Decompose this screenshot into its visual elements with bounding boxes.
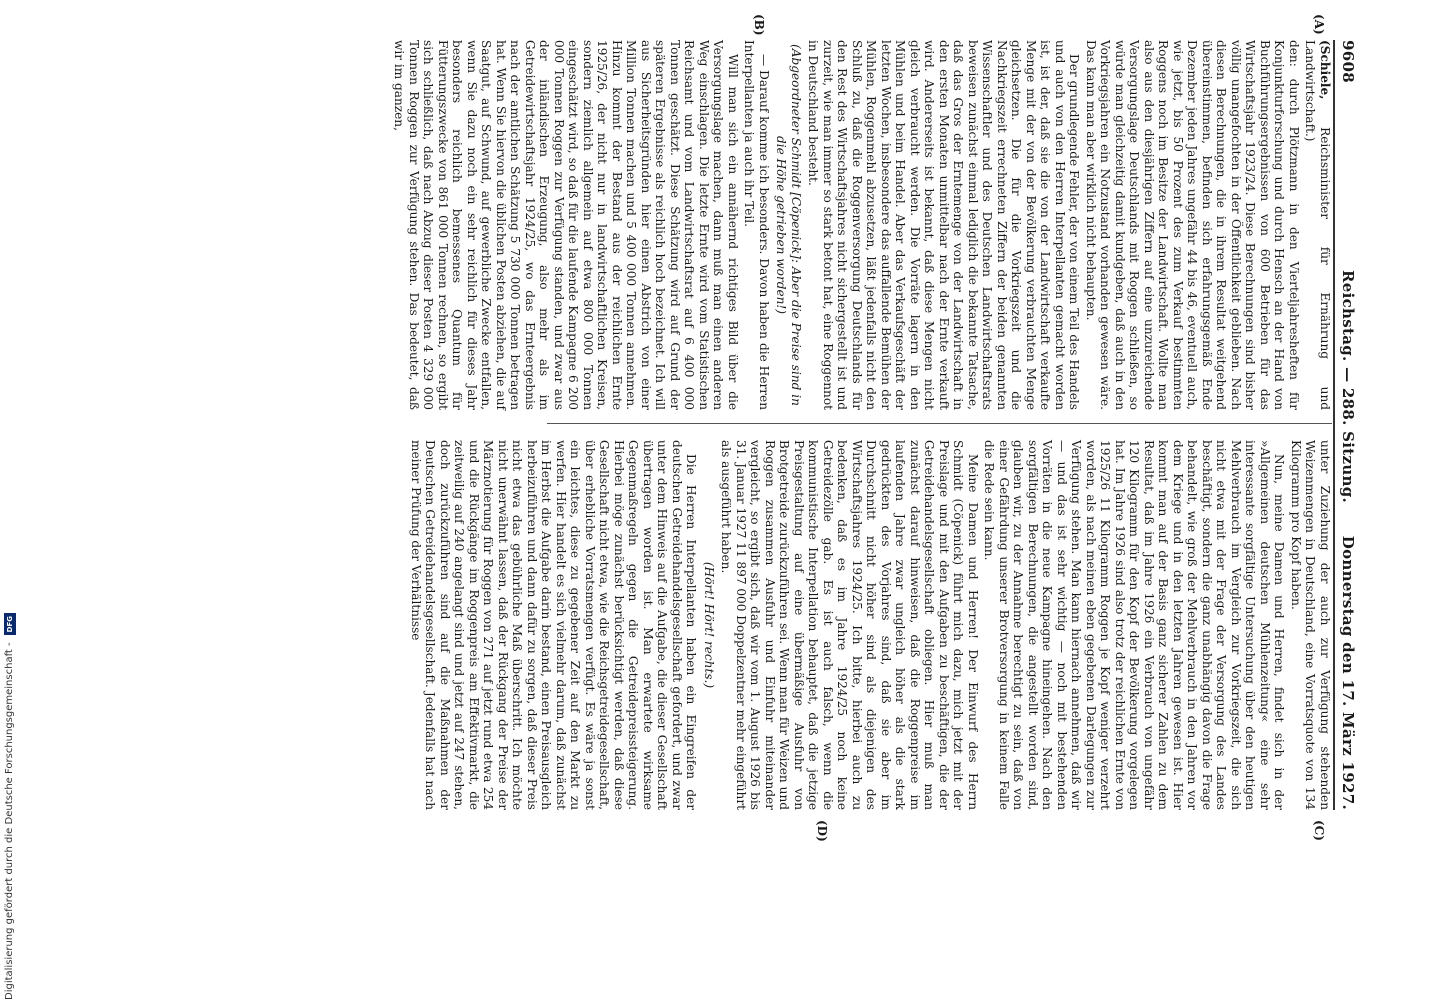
footer-credit <box>0 0 20 1000</box>
speaker-name: (Schiele, <box>1318 40 1332 100</box>
interjection: (Hört! Hört! rechts.) <box>702 561 716 689</box>
margin-mark-d: (D) <box>815 820 829 842</box>
session-title: Reichstag. — 288. Sitzung. <box>1339 270 1357 504</box>
paragraph: — Darauf komme ich besonders. Davon haben die Herren Interpellanten ja auch ihr Teil. <box>742 40 771 410</box>
right-text-column <box>409 440 1332 810</box>
session-date: Donnerstag den 17. März 1927. <box>1339 535 1357 810</box>
page-header <box>1333 40 1372 810</box>
column-divider <box>547 423 1332 424</box>
dfg-logo-icon: DFG <box>4 613 16 635</box>
margin-mark-c: (C) <box>1312 820 1326 841</box>
left-text-column <box>392 40 1332 410</box>
speaker-role: Reichsminister für Ernährung und Landwirtschaft.) <box>1303 40 1332 410</box>
interjection: (Abgeordneter Schmidt [Cöpenick]: Aber die Preise sind in die Höhe getrieben worden!) <box>774 44 803 406</box>
paragraph: Will man sich ein annähernd richtiges Bild über die Versorgungslage machen, dann muß man einen anderen Weg einschlagen. Die letzte Ernte wird vom Statistischen Reichsamt und vom Landwirtschaftsrat auf 6 400 000 Tonnen geschätzt. Diese Schätzung wird auf Grund der späteren Ergebnisse als reichlich hoch bezeichnet. Ich will aus Sicherheitsgründen hier einen Abstrich von einer Million Tonnen machen und 5 400 000 Tonnen annehmen. Hinzu kommt der Bestand aus der reichlichen Ernte 1925/26, der nicht nur in landwirtschaftlichen Kreisen, sondern ziemlich allgemein auf etwa 800 000 Tonnen eingeschätzt wird, so daß für die laufende Kampagne 6 200 000 Tonnen Roggen zur Verfügung standen, und zwar aus der inländischen Erzeugung, also mehr als im Getreidewirtschaftsjahr 1924/25, wo das Ernteergebnis nach der amtlichen Schätzung 5 730 000 Tonnen betragen hat. Wenn Sie hiervon die üblichen Posten abziehen, die auf Saatgut, auf Schwund, auf gewerbliche Zwecke entfallen, wenn Sie dazu noch ein sehr reichlich für dieses Jahr besonders reichlich bemessenes Quantum für Fütterungszwecke von 861 000 Tonnen rechnen, so ergibt sich schließlich, daß nach Abzug dieser Posten 4 329 000 Tonnen Roggen zur Verfügung stehen. Das bedeutet, daß wir im ganzen, <box>392 40 740 410</box>
paragraph: Der grundlegende Fehler, der von einem Teil des Handels und auch von den Herren Interpellanten gemacht worden ist, ist der, daß sie die von der Landwirtschaft verkaufte Menge mit der von der Bevölkerung verbrauchten Menge gleichsetzen. Die für die Vorkriegszeit und die Nachkriegszeit errechneten Ziffern der beiden genannten Wissenschaftler und des Deutschen Landwirtschaftsrats beweisen zunächst einmal lediglich die bekannte Tatsache, daß das Gros der Erntemenge von der Landwirtschaft in den ersten Monaten unmittelbar nach der Ernte verkauft wird. Andererseits ist bekannt, daß diese Mengen nicht gleich verbraucht werden. Die Vorräte lagern in den Mühlen und beim Handel. Aber das Verkaufsgeschäft der letzten Wochen, insbesondere das auffallende Bemühen der Mühlen, Roggenmehl abzusetzen, läßt jedenfalls nicht den Schluß zu, daß die Roggenversorgung Deutschlands für den Rest des Wirtschaftsjahres nicht sichergestellt ist und zurzeit, wie man immer so stark betont hat, eine Roggennot in Deutschland besteht. <box>806 40 1082 410</box>
margin-mark-a: (A) <box>1312 14 1326 35</box>
footer-strip <box>0 0 20 1000</box>
footer-text: Digitalisierung gefördert durch die Deutsche Forschungsgemeinschaft - <box>4 642 15 1000</box>
paragraph: Nun, meine Damen und Herren, findet sich in der »Allgemeinen deutschen Mühlenzeitung« eine sehr interessante sorgfältige Untersuchung über den heutigen Mehlverbrauch im Vergleich zur Vorkriegszeit, die sich nicht etwa mit der Frage der Versorgung des Landes beschäftigt, sondern die ganz unabhängig davon die Frage behandelt, wie groß der Mehlverbrauch in den Jahren vor dem Kriege und in den letzten Jahren gewesen ist. Hier kommt man auf der Basis ganz sicherer Zahlen zu dem Resultat, daß im Jahre 1926 ein Verbrauch von ungefähr 120 Kilogramm für den Kopf der Bevölkerung vorgelegen hat. Im Jahre 1926 sind also trotz der reichlichen Ernte von 1925/26 11 Kilogramm Roggen je Kopf weniger verzehrt worden, als nach meinen eben gegebenen Darlegungen zur Verfügung stehen. Man kann hiernach annehmen, daß wir — und das ist sehr wichtig — noch mit bestehenden Vorräten in die neue Kampagne hineingehen. Nach den sorgfältigen Berechnungen, die angestellt worden sind, glauben wir, zu der Annahme berechtigt zu sein, daß von einer Gefährdung unserer Brotversorgung in keinem Falle die Rede sein kann. <box>982 440 1287 810</box>
paragraph: den: durch Plötzmann in den Vierteljahresheften für Konjunkturforschung und durch Hensch an der Hand von Buchführungsergebnissen von 600 Betrieben für das Wirtschaftsjahr 1923/24. Diese Berechnungen sind bisher völlig unangefochten in der Öffentlichkeit geblieben. Nach diesen Berechnungen, die in ihrem Resultat weitgehend übereinstimmen, befinden sich erfahrungsgemäß Ende Dezember jeden Jahres ungefähr 44 bis 46, eventuell auch, wie jetzt, bis 50 Prozent des zum Verkauf bestimmten Roggens noch im Besitze der Landwirtschaft. Wollte man also aus den diesjährigen Ziffern auf eine unzureichende Versorgungslage Deutschlands mit Roggen schließen, so würde man gleichzeitig damit kundgeben, daß auch in den Vorkriegsjahren ein Notzustand vorhanden gewesen wäre. Das kann man aber wirklich nicht behaupten. <box>1084 40 1301 410</box>
paragraph: Die Herren Interpellanten haben ein Eingreifen der deutschen Getreidehandelsgesellschaft gefordert, und zwar unter dem Hinweis auf die Aufgabe, die dieser Gesellschaft übertragen worden ist. Man erwartete wirksame Gegenmaßregeln gegen die Getreidepreissteigerung. Hierbei möge zunächst berücksichtigt werden, daß diese Gesellschaft nicht etwa, wie die Reichsgetreidegesellschaft, über erhebliche Vorratsmengen verfügt. Es wäre ja sonst ein leichtes, diese zu gegebener Zeit auf den Markt zu werfen. Hier handelt es sich vielmehr darum, daß zunächst im Herbst die Aufgabe darin bestand, einen Preisausgleich herbeizuführen und dann dafür zu sorgen, daß dieser Preis nicht etwa das gebührliche Maß überschritt. Ich möchte nicht unerwähnt lassen, daß der Rückgang der Preise der Märznotierung für Roggen von 271 auf jetzt rund etwa 254 und die Rückgänge im Roggenpreis am Effektivmarkt, die zeitweilig auf 240 angelangt sind und jetzt auf 247 stehen, doch zurückzuführen sind auf die Maßnahmen der Deutschen Getreidehandelsgesellschaft. Jedenfalls hat nach meiner Prüfung der Verhältnisse <box>409 440 699 810</box>
page-number: 9608 <box>1339 40 1357 83</box>
paragraph: Meine Damen und Herren! Der Einwurf des Herrn Schmidt (Cöpenick) führt mich dazu, mich jetzt mit der Preislage und mit den Aufgaben zu beschäftigen, die der Getreidehandelsgesellschaft obliegen. Hier muß man zunächst darauf hinweisen, daß die Roggenpreise im laufenden Jahre zwar ungleich höher als die stark gedrückten des Vorjahres sind, daß sie aber im Durchschnitt nicht höher sind als diejenigen des Wirtschaftsjahres 1924/25. Ich bitte, hierbei auch zu bedenken, daß es im Jahre 1924/25 noch keine Getreidezölle gab. Es ist auch falsch, wenn die kommunistische Interpellation behauptet, daß die jetzige Preisgestaltung auf eine übermäßige Ausfuhr von Brotgetreide zurückzuführen sei. Wenn man für Weizen und Roggen zusammen Ausfuhr und Einfuhr miteinander vergleicht, so ergibt sich, daß wir vom 1. August 1926 bis 31. Januar 1927 11 897 000 Doppelzentner mehr eingeführt als ausgeführt haben. <box>719 440 980 810</box>
paragraph: unter Zuziehung der auch zur Verfügung stehenden Weizenmengen in Deutschland, eine Vorratsquote von 134 Kilogramm pro Kopf haben. <box>1289 440 1332 810</box>
speaker-line <box>1303 40 1332 410</box>
margin-mark-b: (B) <box>752 14 766 36</box>
